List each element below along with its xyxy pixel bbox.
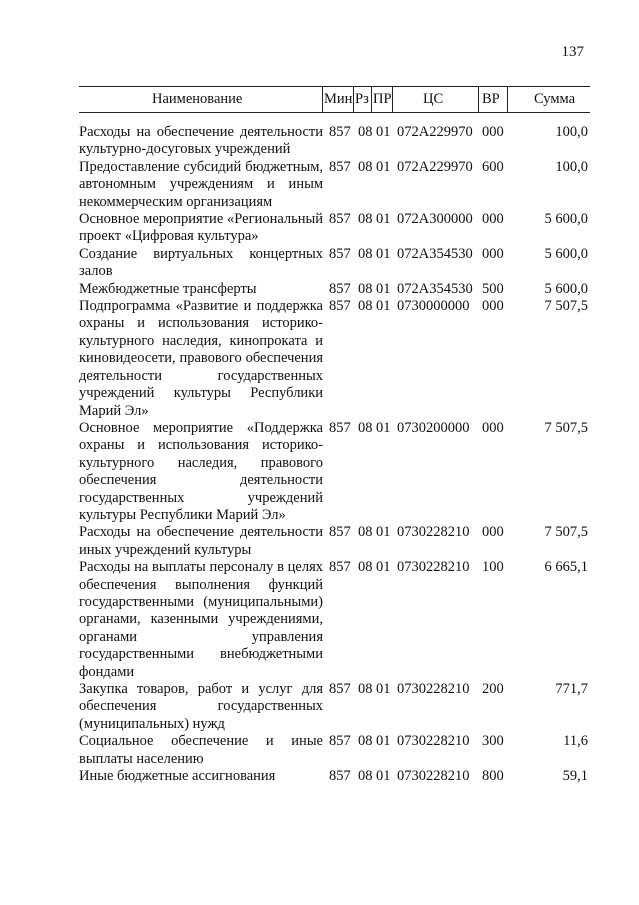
table-row [79, 298, 590, 420]
row-rz: 08 [358, 280, 373, 297]
column-divider [371, 87, 372, 112]
column-header-name: Наименование [152, 91, 243, 107]
row-min: 857 [329, 524, 351, 541]
column-divider [322, 87, 323, 112]
row-vr: 800 [482, 768, 504, 785]
row-pr: 01 [376, 280, 391, 297]
row-rz: 08 [358, 733, 373, 750]
row-cs: 072А354530 [397, 245, 473, 262]
row-cs: 0730228210 [397, 559, 470, 576]
row-cs: 0730200000 [397, 419, 470, 436]
row-vr: 100 [482, 559, 504, 576]
table-row [79, 211, 590, 246]
column-header-min: Мин [324, 91, 353, 107]
row-min: 857 [329, 124, 351, 140]
row-cs: 0730228210 [397, 768, 470, 785]
row-vr: 600 [482, 158, 504, 175]
table-row [79, 420, 590, 524]
budget-table-body [79, 124, 590, 785]
table-row [79, 246, 590, 281]
row-min: 857 [329, 768, 351, 785]
table-row [79, 124, 590, 159]
table-row [79, 559, 590, 681]
row-sum: 6 665,1 [544, 559, 588, 576]
row-pr: 01 [376, 124, 391, 140]
column-divider [507, 87, 508, 112]
row-sum: 7 507,5 [544, 419, 588, 436]
row-pr: 01 [376, 419, 391, 436]
row-min: 857 [329, 245, 351, 262]
row-cs: 072А300000 [397, 211, 473, 228]
row-sum: 100,0 [555, 124, 588, 140]
table-row [79, 281, 590, 298]
row-name: Расходы на выплаты персоналу в целях обеспечения выполнения функций государственными (муниципальными) органами, казенными учреждениями, органами управления государственными внебюджетными фондами [79, 559, 323, 680]
row-name: Создание виртуальных концертных залов [79, 245, 323, 280]
row-pr: 01 [376, 681, 391, 697]
row-name: Расходы на обеспечение деятельности культурно-досуговых учреждений [79, 124, 323, 158]
row-vr: 000 [482, 211, 504, 228]
row-min: 857 [329, 280, 351, 297]
table-row [79, 524, 590, 559]
row-rz: 08 [358, 681, 373, 697]
row-name: Расходы на обеспечение деятельности иных учреждений культуры [79, 524, 323, 558]
row-pr: 01 [376, 298, 391, 315]
row-name: Предоставление субсидий бюджетным, автономным учреждениям и иным некоммерческим организациям [79, 158, 323, 210]
row-rz: 08 [358, 559, 373, 576]
row-rz: 08 [358, 768, 373, 785]
row-vr: 000 [482, 245, 504, 262]
row-sum: 11,6 [563, 733, 588, 750]
row-sum: 59,1 [562, 768, 588, 785]
row-sum: 5 600,0 [544, 211, 588, 228]
row-vr: 300 [482, 733, 504, 750]
row-sum: 7 507,5 [544, 298, 588, 315]
row-rz: 08 [358, 298, 373, 315]
column-divider [353, 87, 354, 112]
row-vr: 000 [482, 124, 504, 140]
row-sum: 5 600,0 [544, 280, 588, 297]
row-sum: 771,7 [555, 681, 588, 697]
row-min: 857 [329, 158, 351, 175]
column-header-sum: Сумма [534, 91, 576, 107]
row-pr: 01 [376, 733, 391, 750]
row-min: 857 [329, 419, 351, 436]
row-min: 857 [329, 733, 351, 750]
row-pr: 01 [376, 245, 391, 262]
row-cs: 0730228210 [397, 733, 470, 750]
row-vr: 200 [482, 681, 504, 697]
row-pr: 01 [376, 211, 391, 228]
row-cs: 072А229970 [397, 124, 473, 140]
table-row [79, 681, 590, 733]
row-cs: 0730228210 [397, 681, 470, 697]
row-cs: 0730000000 [397, 298, 470, 315]
row-name: Социальное обеспечение и иные выплаты населению [79, 733, 323, 767]
row-sum: 100,0 [555, 158, 588, 175]
row-pr: 01 [376, 768, 391, 785]
row-pr: 01 [376, 559, 391, 576]
row-cs: 0730228210 [397, 524, 470, 541]
row-vr: 000 [482, 524, 504, 541]
column-divider [392, 87, 393, 112]
row-name: Подпрограмма «Развитие и поддержка охраны и использования историко-культурного наследия, кинопроката и киновидеосети, правового обеспечения деятельности государственных учреждений культуры Республики Марий Эл» [79, 298, 323, 419]
row-vr: 000 [482, 298, 504, 315]
row-rz: 08 [358, 211, 373, 228]
row-min: 857 [329, 298, 351, 315]
column-header-cs: ЦС [423, 91, 444, 107]
row-pr: 01 [376, 524, 391, 541]
row-min: 857 [329, 559, 351, 576]
table-row [79, 733, 590, 768]
column-header-vr: ВР [482, 91, 500, 107]
row-min: 857 [329, 681, 351, 697]
row-cs: 072А229970 [397, 158, 473, 175]
page-number: 137 [561, 44, 584, 60]
row-name: Межбюджетные трансферты [79, 280, 257, 297]
row-rz: 08 [358, 245, 373, 262]
row-rz: 08 [358, 419, 373, 436]
table-row [79, 159, 590, 211]
row-cs: 072А354530 [397, 280, 473, 297]
table-header [79, 86, 590, 113]
row-rz: 08 [358, 124, 373, 140]
row-sum: 5 600,0 [544, 245, 588, 262]
row-sum: 7 507,5 [544, 524, 588, 541]
row-name: Закупка товаров, работ и услуг для обеспечения государственных (муниципальных) нужд [79, 681, 323, 732]
column-header-rz: Рз [355, 91, 369, 107]
row-name: Иные бюджетные ассигнования [79, 768, 276, 785]
row-pr: 01 [376, 158, 391, 175]
row-name: Основное мероприятие «Поддержка охраны и использования историко-культурного наследия, правового обеспечения деятельности государственных учреждений культуры Республики Марий Эл» [79, 419, 323, 523]
row-min: 857 [329, 211, 351, 228]
row-vr: 000 [482, 419, 504, 436]
table-row [79, 768, 590, 785]
column-divider [478, 87, 479, 112]
row-name: Основное мероприятие «Региональный проект «Цифровая культура» [79, 211, 323, 245]
row-vr: 500 [482, 280, 504, 297]
row-rz: 08 [358, 524, 373, 541]
column-header-pr: ПР [373, 91, 392, 107]
row-rz: 08 [358, 158, 373, 175]
